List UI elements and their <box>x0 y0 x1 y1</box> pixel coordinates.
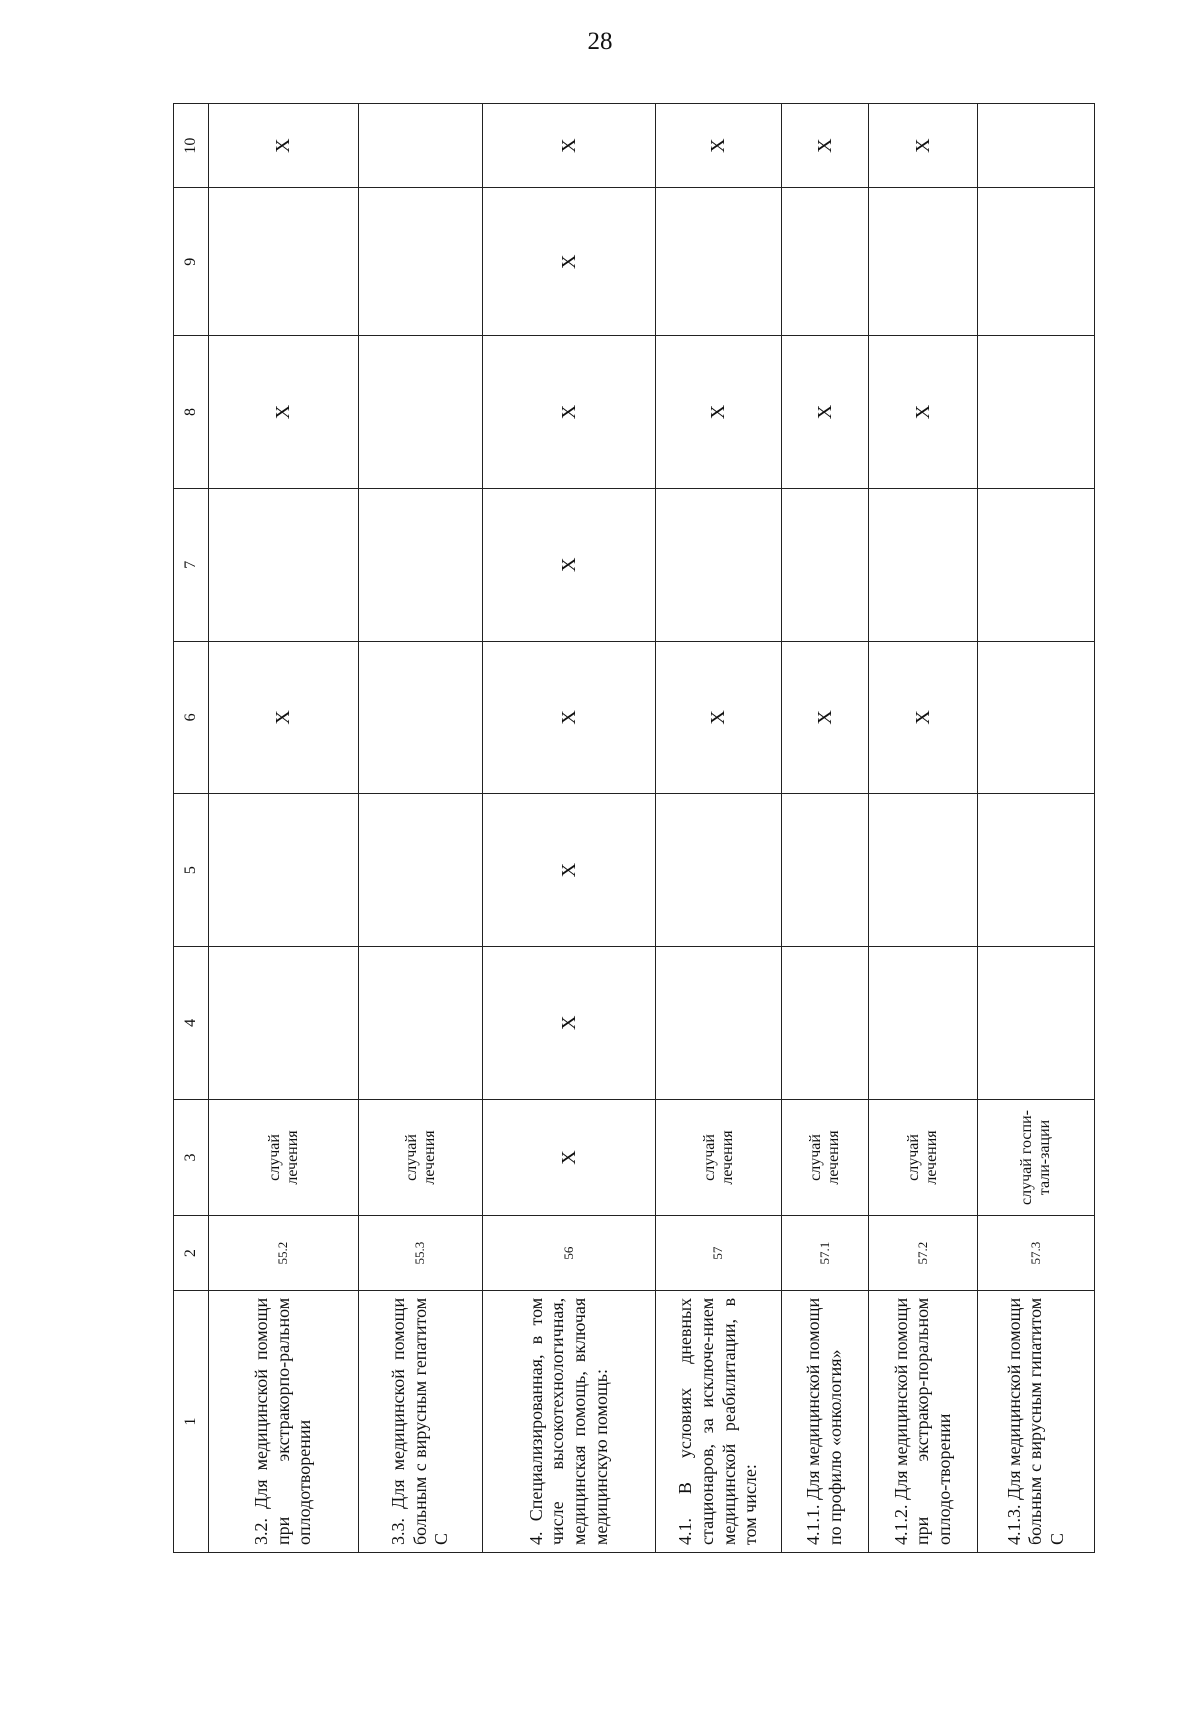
column-header: 1 <box>174 1290 209 1552</box>
row-description: 4.1. В условиях дневных стационаров, за исключе-нием медицинской реабилитации, в том числе: <box>656 1290 782 1552</box>
cell-col4 <box>978 946 1095 1099</box>
cell-col5 <box>209 794 359 947</box>
row-unit: X <box>483 1099 656 1216</box>
cell-col6: X <box>209 641 359 794</box>
cell-col4: X <box>483 946 656 1099</box>
row-description: 4.1.3. Для медицинской помощи больным с вирусным гипатитом С <box>978 1290 1095 1552</box>
column-header: 5 <box>174 794 209 947</box>
cell-col7 <box>978 488 1095 641</box>
cell-col4 <box>656 946 782 1099</box>
table-row <box>359 104 483 1553</box>
row-unit: случай лечения <box>869 1099 978 1216</box>
cell-col10: X <box>483 104 656 188</box>
cell-col7 <box>209 488 359 641</box>
cell-col10 <box>359 104 483 188</box>
row-code: 57.1 <box>782 1216 869 1291</box>
row-code: 55.3 <box>359 1216 483 1291</box>
cell-col6 <box>359 641 483 794</box>
cell-col6: X <box>869 641 978 794</box>
cell-col8: X <box>209 336 359 489</box>
table-row <box>656 104 782 1553</box>
cell-col8 <box>978 336 1095 489</box>
cell-col8: X <box>483 336 656 489</box>
cell-col9 <box>869 188 978 336</box>
cell-col5 <box>782 794 869 947</box>
cell-col9 <box>782 188 869 336</box>
cell-col5 <box>359 794 483 947</box>
cell-col4 <box>782 946 869 1099</box>
column-header: 6 <box>174 641 209 794</box>
cell-col10 <box>978 104 1095 188</box>
column-header: 10 <box>174 104 209 188</box>
cell-col7 <box>359 488 483 641</box>
row-unit: случай лечения <box>209 1099 359 1216</box>
row-code: 56 <box>483 1216 656 1291</box>
table-row <box>782 104 869 1553</box>
cell-col7: X <box>483 488 656 641</box>
header-row <box>174 104 209 1553</box>
cell-col6: X <box>782 641 869 794</box>
cell-col9 <box>978 188 1095 336</box>
row-code: 57 <box>656 1216 782 1291</box>
row-description: 4.1.2. Для медицинской помощи при экстракор-поральном оплодо-творении <box>869 1290 978 1552</box>
rotated-table-container <box>173 103 1093 1553</box>
row-description: 3.2. Для медицинской помощи при экстракорпо-ральном оплодотворении <box>209 1290 359 1552</box>
data-table <box>173 103 1095 1553</box>
cell-col10: X <box>209 104 359 188</box>
cell-col5 <box>656 794 782 947</box>
cell-col8: X <box>782 336 869 489</box>
row-code: 57.2 <box>869 1216 978 1291</box>
column-header: 8 <box>174 336 209 489</box>
table-row <box>869 104 978 1553</box>
row-description: 4.1.1. Для медицинской помощи по профилю «онкология» <box>782 1290 869 1552</box>
column-header: 3 <box>174 1099 209 1216</box>
column-header: 2 <box>174 1216 209 1291</box>
row-code: 57.3 <box>978 1216 1095 1291</box>
cell-col4 <box>869 946 978 1099</box>
cell-col4 <box>209 946 359 1099</box>
row-unit: случай лечения <box>782 1099 869 1216</box>
column-header: 7 <box>174 488 209 641</box>
cell-col6: X <box>656 641 782 794</box>
cell-col7 <box>656 488 782 641</box>
cell-col8: X <box>869 336 978 489</box>
cell-col5 <box>978 794 1095 947</box>
column-header: 9 <box>174 188 209 336</box>
row-unit: случай лечения <box>656 1099 782 1216</box>
cell-col6: X <box>483 641 656 794</box>
cell-col9 <box>209 188 359 336</box>
row-description: 4. Специализированная, в том числе высокотехнологичная, медицинская помощь, включая медицинскую помощь: <box>483 1290 656 1552</box>
table-row <box>209 104 359 1553</box>
cell-col9 <box>656 188 782 336</box>
cell-col10: X <box>869 104 978 188</box>
cell-col7 <box>869 488 978 641</box>
page-number: 28 <box>587 28 613 55</box>
row-code: 55.2 <box>209 1216 359 1291</box>
cell-col10: X <box>656 104 782 188</box>
column-header: 4 <box>174 946 209 1099</box>
row-description: 3.3. Для медицинской помощи больным с вирусным гепатитом С <box>359 1290 483 1552</box>
cell-col7 <box>782 488 869 641</box>
table-row <box>483 104 656 1553</box>
cell-col9 <box>359 188 483 336</box>
table-row <box>978 104 1095 1553</box>
row-unit: случай госпи-тали-зации <box>978 1099 1095 1216</box>
cell-col5: X <box>483 794 656 947</box>
cell-col5 <box>869 794 978 947</box>
cell-col8: X <box>656 336 782 489</box>
cell-col4 <box>359 946 483 1099</box>
row-unit: случай лечения <box>359 1099 483 1216</box>
cell-col9: X <box>483 188 656 336</box>
cell-col6 <box>978 641 1095 794</box>
cell-col8 <box>359 336 483 489</box>
cell-col10: X <box>782 104 869 188</box>
